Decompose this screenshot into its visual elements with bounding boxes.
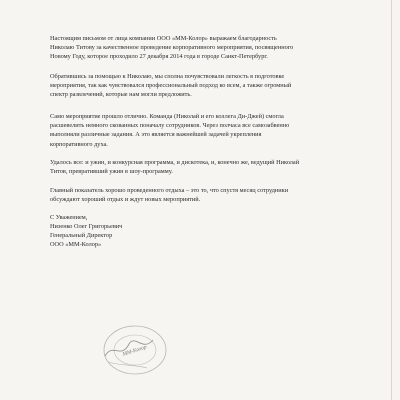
text-line: Новому Году, которое проходило 27 декабря 2014 года в городе Санкт-Петербург. <box>50 53 268 61</box>
signature-name: Низенко Олег Григорьевич <box>50 223 123 230</box>
company-stamp <box>95 322 169 380</box>
stamp-text: ММ-Колор <box>121 344 148 358</box>
text-line: Обратившись за помощью к Николаю, мы сполна почувствовали легкость в подготовке <box>50 73 285 80</box>
text-line: выполняли различные задания. А это является важнейшей задачей укрепления <box>50 131 262 139</box>
paragraph-gratitude <box>50 34 350 62</box>
signature-company: ООО «ММ-Колор» <box>50 241 102 248</box>
text-line: Само мероприятие прошло отлично. Команда (Николай и его коллега Ди-Джей) смогла <box>50 113 284 120</box>
text-line: корпоративного духа. <box>50 140 108 148</box>
text-line: спектр развлечений, которые нам могли предложить. <box>50 91 192 99</box>
text-line: обсуждают хороший отдых и ждут новых мероприятий. <box>50 196 201 204</box>
paragraph-event <box>50 112 350 149</box>
text-line: Титов, превративший ужин в шоу-программу. <box>50 168 173 176</box>
text-line: мероприятия, так как чувствовался профессиональный подход ко всем, а также огромный <box>50 82 292 90</box>
text-line: расшевелить немного скованных поначалу сотрудников. Через полчаса все самозабвенно <box>50 122 290 130</box>
text-line: Николаю Титову за качественное проведение корпоративного мероприятия, посвященного <box>50 44 294 52</box>
paragraph-preparation <box>50 72 350 100</box>
text-line: Удалось все: и ужин, и конкурсная программа, и дискотека, и, конечно же, ведущий Николай <box>50 159 300 166</box>
text-line: Настоящим письмом от лица компании ООО «ММ-Колор» выражаем благодарность <box>50 35 277 42</box>
text-line: Главный показатель хорошо проведенного отдыха – это то, что спустя месяц сотрудники <box>50 187 289 194</box>
signature-position: Генеральный Директор <box>50 232 113 239</box>
paragraph-result <box>50 186 350 204</box>
signature-regards: С Уважением, <box>50 214 88 221</box>
paragraph-success <box>50 158 350 176</box>
scan-edge-line <box>391 0 392 400</box>
